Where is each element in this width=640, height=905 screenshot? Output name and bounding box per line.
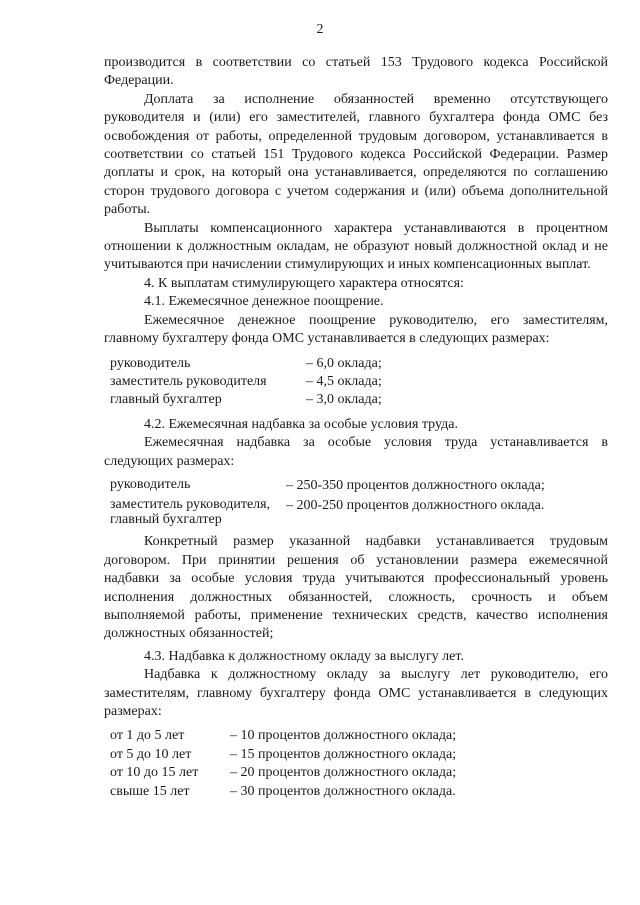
list-item-value: – 6,0 оклада; bbox=[306, 355, 382, 371]
list-item-role: главный бухгалтер bbox=[110, 392, 222, 408]
monthly-bonus-list bbox=[110, 355, 608, 410]
heading-section-4-2: 4.2. Ежемесячная надбавка за особые условия труда. bbox=[144, 416, 458, 432]
list-item-period: от 5 до 10 лет bbox=[110, 746, 192, 762]
list-item-role: заместитель руководителя bbox=[110, 373, 267, 389]
list-item-role: руководитель bbox=[110, 476, 191, 492]
paragraph-seniority-intro: Надбавка к должностному окладу за выслугу лет руководителю, его заместителям, главному бухгалтеру фонда ОМС устанавливается в следующих размерах: bbox=[104, 667, 608, 719]
list-item-period: от 1 до 5 лет bbox=[110, 728, 185, 744]
heading-section-4: 4. К выплатам стимулирующего характера относятся: bbox=[144, 275, 464, 291]
document-body bbox=[104, 54, 608, 807]
list-item bbox=[110, 497, 608, 527]
paragraph-monthly-bonus-intro: Ежемесячное денежное поощрение руководителю, его заместителям, главному бухгалтеру фонда ОМС устанавливается в следующих размерах: bbox=[104, 312, 608, 347]
list-item-period: от 10 до 15 лет bbox=[110, 765, 199, 781]
heading-section-4-3: 4.3. Надбавка к должностному окладу за выслугу лет. bbox=[144, 648, 464, 664]
page-number: 2 bbox=[316, 22, 324, 37]
heading-section-4-1: 4.1. Ежемесячное денежное поощрение. bbox=[144, 294, 384, 310]
list-item bbox=[110, 373, 608, 391]
paragraph-compensation-payments: Выплаты компенсационного характера устанавливаются в процентном отношении к должностным окладам, не образуют новый должностной оклад и не учитываются при начислении стимулирующих и иных компенсационных выплат. bbox=[104, 220, 608, 273]
paragraph-continuation: производится в соответствии со статьей 153 Трудового кодекса Российской Федерации. bbox=[104, 55, 608, 89]
list-item bbox=[110, 764, 608, 782]
list-item-value: – 3,0 оклада; bbox=[306, 392, 382, 408]
list-item bbox=[110, 477, 608, 495]
paragraph-acting-duties: Доплата за исполнение обязанностей временно отсутствующего руководителя и (или) его заместителей, главного бухгалтера фонда ОМС без освобождения от работы, определенной трудовым договором, устанавливается в соответствии со статьей 151 Трудового кодекса Российской Федерации. Размер доплаты и срок, на который она устанавливается, определяются по соглашению сторон трудового договора с учетом содержания и (или) объема дополнительной работы. bbox=[104, 91, 608, 218]
list-item bbox=[110, 783, 608, 801]
list-item bbox=[110, 727, 608, 745]
list-item-role: заместитель руководителя, главный бухгалтер bbox=[110, 497, 271, 528]
paragraph-special-conditions-note: Конкретный размер указанной надбавки устанавливается трудовым договором. При принятии решения об установлении размера ежемесячной надбавки за особые условия труда учитываются профессиональный уровень исполнения должностных обязанностей, сложность, срочность и объем выполняемой работы, применение технических средств, качество исполнения должностных обязанностей; bbox=[104, 534, 608, 642]
list-item bbox=[110, 355, 608, 373]
paragraph-special-conditions-intro: Ежемесячная надбавка за особые условия труда устанавливается в следующих размерах: bbox=[104, 435, 608, 469]
list-item bbox=[110, 746, 608, 764]
list-item-period: свыше 15 лет bbox=[110, 783, 190, 799]
list-item-value: – 250-350 процентов должностного оклада; bbox=[286, 477, 545, 493]
list-item-value: – 200-250 процентов должностного оклада. bbox=[286, 498, 545, 514]
special-conditions-list bbox=[110, 477, 608, 527]
list-item-value: – 4,5 оклада; bbox=[306, 373, 382, 389]
list-item-role: руководитель bbox=[110, 355, 191, 371]
list-item-value: – 10 процентов должностного оклада; bbox=[230, 728, 457, 744]
list-item bbox=[110, 391, 608, 409]
list-item-value: – 30 процентов должностного оклада. bbox=[230, 783, 456, 799]
list-item-value: – 15 процентов должностного оклада; bbox=[230, 746, 457, 762]
list-item-value: – 20 процентов должностного оклада; bbox=[230, 765, 457, 781]
seniority-list bbox=[110, 727, 608, 801]
